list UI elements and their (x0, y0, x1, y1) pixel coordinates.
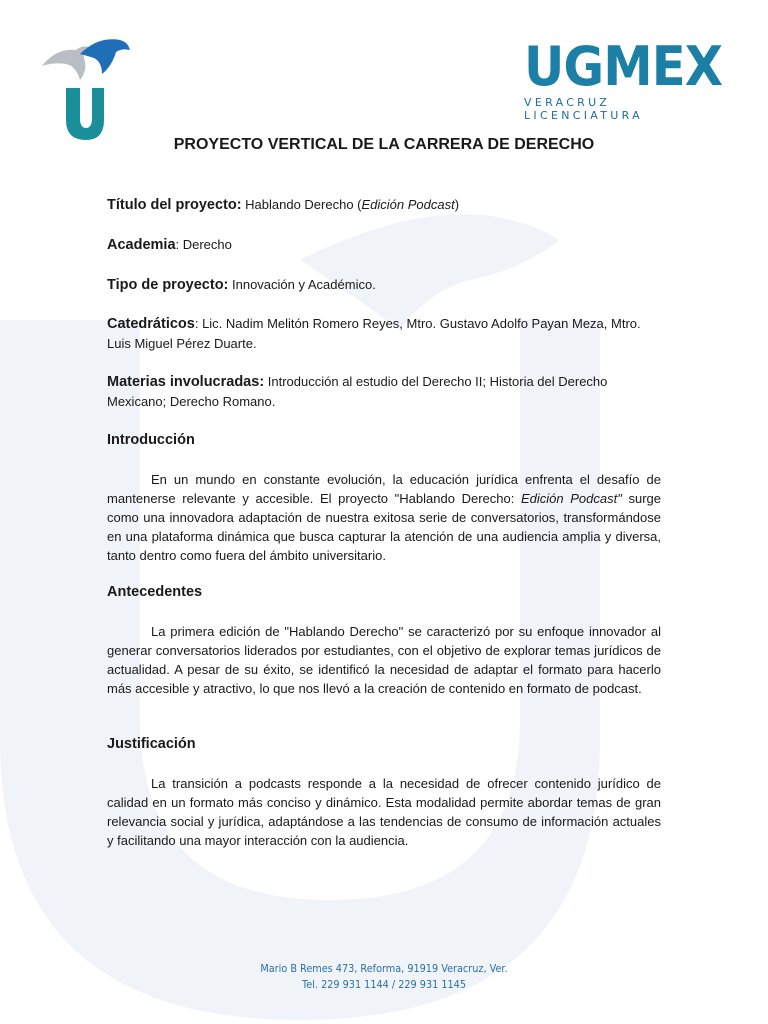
heading-justificacion: Justificación (107, 736, 196, 752)
ugmex-logo (524, 35, 724, 122)
field-tipo (107, 275, 661, 295)
university-logo-icon (36, 36, 132, 142)
heading-introduccion: Introducción (107, 432, 195, 448)
footer-address: Mario B Remes 473, Reforma, 91919 Veracruz, Ver. (260, 962, 508, 975)
field-titulo-value-prefix: Hablando Derecho ( (241, 197, 362, 212)
field-academia-value: : Derecho (175, 237, 232, 252)
document-title: PROYECTO VERTICAL DE LA CARRERA DE DERECHO (173, 136, 595, 153)
field-titulo (107, 195, 661, 215)
field-materias (107, 372, 661, 411)
ugmex-brand-text: UGMEX (524, 35, 723, 98)
field-tipo-value: Innovación y Académico. (228, 277, 376, 292)
para-antecedentes: La primera edición de "Hablando Derecho" se caracterizó por su enfoque innovador al generar conversatorios liderados por estudiantes, con el objetivo de explorar temas jurídicos de actualidad. A pesar de su éxito, se identificó la necesidad de adaptar el formato para hacerlo más accesible y atractivo, lo que nos llevó a la creación de contenido en formato de podcast. (107, 624, 661, 696)
field-academia (107, 235, 661, 255)
para-introduccion-text-a: En un mundo en constante evolución, la educación jurídica enfrenta el desafío de mantenerse relevante y accesible. El proyecto "Hablando Derecho: (107, 472, 661, 506)
para-justificacion: La transición a podcasts responde a la necesidad de ofrecer contenido jurídico de calidad en un formato más conciso y dinámico. Esta modalidad permite abordar temas de gran relevancia social y jurídica, adaptándose a las tendencias de consumo de información actuales y facilitando una mayor interacción con la audiencia. (107, 776, 661, 848)
para-introduccion-italic: Edición Podcast" (520, 491, 622, 506)
footer-phone: Tel. 229 931 1144 / 229 931 1145 (302, 978, 466, 991)
field-materias-label: Materias involucradas: (107, 374, 265, 390)
field-catedraticos-label: Catedráticos (107, 316, 195, 332)
field-materias-value: Introducción al estudio del Derecho II; Historia del Derecho Mexicano; Derecho Romano. (107, 374, 608, 409)
ugmex-tagline: VERACRUZ LICENCIATURA (524, 96, 643, 122)
field-titulo-value-suffix: ) (454, 197, 460, 212)
field-tipo-label: Tipo de proyecto: (107, 277, 229, 293)
field-titulo-value-italic: Edición Podcast (361, 197, 455, 212)
para-introduccion (107, 470, 661, 565)
para-introduccion-text-b: surge como una innovadora adaptación de nuestra exitosa serie de conversatorios, transformándose en una plataforma dinámica que busca capturar la atención de una audiencia amplia y diversa, tanto dentro como fuera del ámbito universitario. (107, 491, 661, 563)
field-catedraticos-value: : Lic. Nadim Melitón Romero Reyes, Mtro. Gustavo Adolfo Payan Meza, Mtro. Luis Miguel Pérez Duarte. (107, 316, 641, 351)
page-footer (0, 962, 768, 994)
field-titulo-label: Título del proyecto: (107, 197, 242, 213)
heading-antecedentes: Antecedentes (107, 584, 203, 600)
field-academia-label: Academia (107, 237, 176, 253)
field-catedraticos (107, 314, 661, 353)
